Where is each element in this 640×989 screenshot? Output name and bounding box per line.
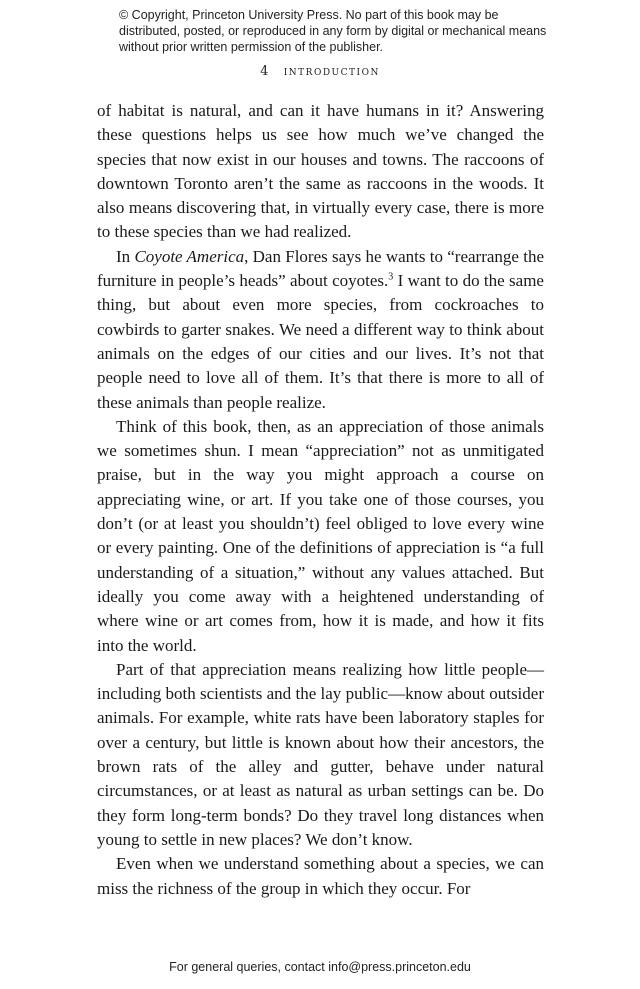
paragraph-4: Part of that appreciation means realizing how little people—including both scientists and the lay public—know about outsider animals. For example, white rats have been laboratory staples for over a century, but little is known about how their ancestors, the brown rats of the alley and gutter, behave under natural circumstances, or at least as natural as urban settings can be. Do they form long-term bonds? Do they travel long distances when young to settle in new places? We don’t know. [97, 659, 544, 849]
running-head [0, 64, 640, 79]
footer-contact: For general queries, contact info@press.princeton.edu [169, 960, 471, 974]
book-title-coyote-america: Coyote America [134, 246, 245, 266]
page-number: 4 [260, 64, 269, 79]
paragraph-2-lead: In [116, 246, 135, 266]
paragraph-2-quote: , Dan Flores says he wants to “rearrange the furniture in people’s heads” about coyotes. [97, 246, 544, 291]
body-text [97, 99, 544, 901]
paragraph-3: Think of this book, then, as an appreciation of those animals we sometimes shun. I mean “appreciation” not as unmitigated praise, but in the way you might approach a course on appreciating wine, or art. If you take one of those courses, you don’t (or at least you shouldn’t) feel obliged to love every wine or every painting. One of the definitions of appreciation is “a full understanding of a situation,” without any values attached. But ideally you come away with a heightened understanding of where wine or art comes from, how it is made, and how it fits into the world. [97, 416, 544, 655]
paragraph-2-rest: I want to do the same thing, but about even more species, from cockroaches to cowbirds to garter snakes. We need a different way to think about animals on the edges of our cities and our lives. It’s not that people need to love all of them. It’s that there is more to all of these animals than people realize. [97, 271, 544, 412]
paragraph-5: Even when we understand something about a species, we can miss the richness of the group in which they occur. For [97, 854, 544, 898]
footnote-marker[interactable]: 3 [388, 271, 394, 283]
section-title: introduction [283, 64, 380, 79]
paragraph-1: of habitat is natural, and can it have humans in it? Answering these questions helps us see how much we’ve changed the species that now exist in our houses and towns. The raccoons of downtown Toronto aren’t the same as raccoons in the woods. It also means discovering that, in virtually every case, there is more to these species than we had realized. [97, 101, 544, 242]
paragraph-2 [97, 245, 544, 415]
copyright-notice: © Copyright, Princeton University Press. No part of this book may be distributed, posted, or reproduced in any form by digital or mechanical means without prior written permission of the publisher. [119, 8, 547, 54]
